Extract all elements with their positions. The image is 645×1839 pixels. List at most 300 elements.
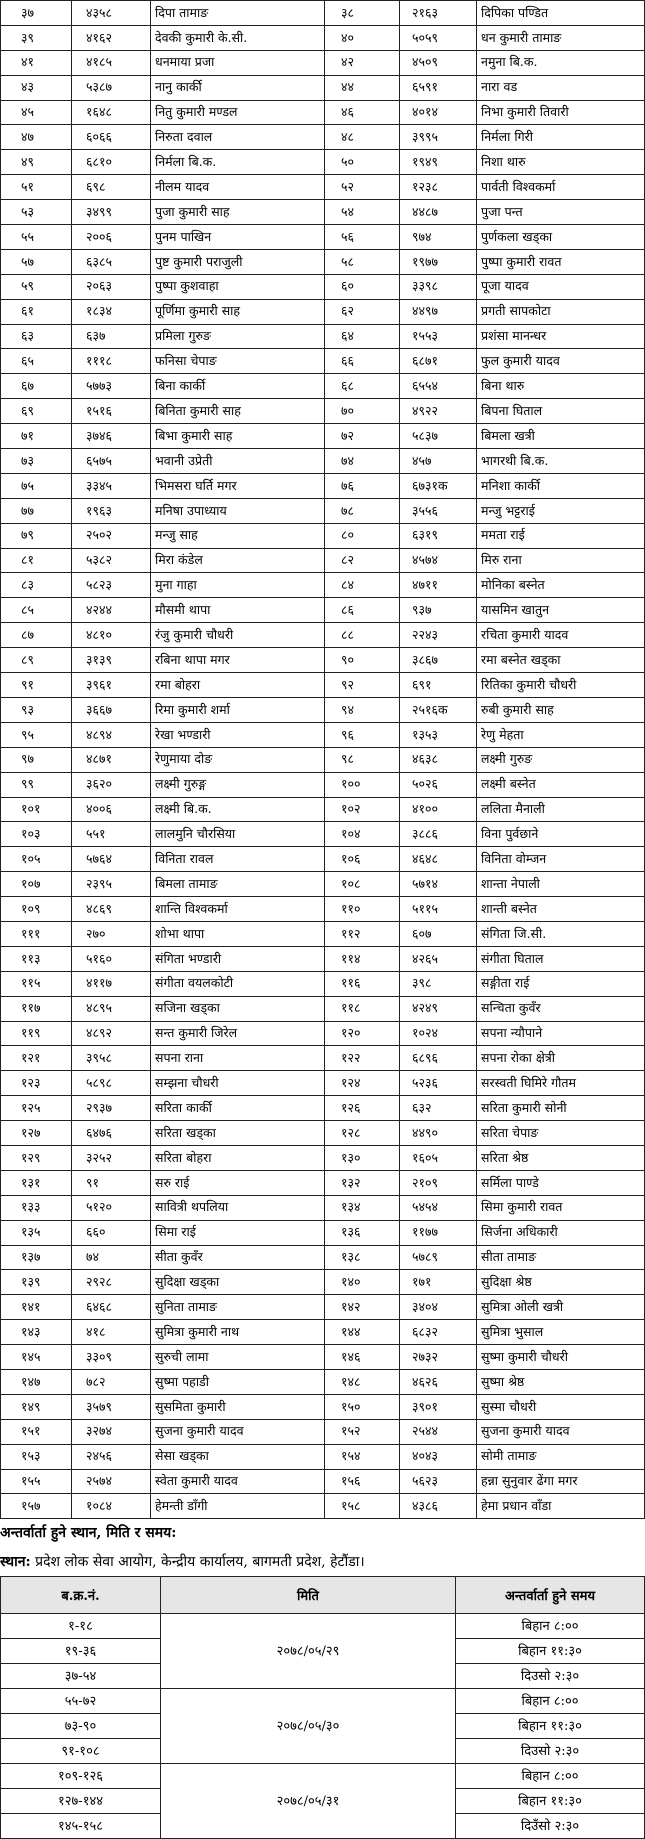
candidate-row [1,1469,645,1494]
name-right: सुष्मा श्रेष्ठ [477,1369,645,1394]
reg-no-right: ३४०४ [400,1295,477,1320]
name-left: निरुता दवाल [151,125,325,150]
reg-no-left: ७८२ [72,1369,151,1394]
schedule-time: दिउसो २:३० [456,1664,645,1689]
roll-no-right: ६० [325,274,400,299]
name-left: विनिता रावल [151,847,325,872]
name-right: सोमी तामाङ [477,1444,645,1469]
reg-no-right: ५६२३ [400,1469,477,1494]
candidate-row [1,399,645,424]
roll-no-left: ९७ [1,747,72,772]
roll-no-left: १४९ [1,1394,72,1419]
roll-no-left: ४३ [1,75,72,100]
reg-no-right: २५४४ [400,1419,477,1444]
schedule-roll-range: ५५-७२ [1,1689,161,1714]
name-right: सुष्मा कुमारी चौधरी [477,1345,645,1370]
reg-no-left: ६४७६ [72,1121,151,1146]
name-right: सरिता चेपाङ [477,1121,645,1146]
roll-no-left: ९५ [1,722,72,747]
roll-no-right: ३८ [325,1,400,26]
roll-no-right: ११४ [325,946,400,971]
name-right: सुस्मा चौधरी [477,1394,645,1419]
reg-no-left: ३२५२ [72,1145,151,1170]
reg-no-right: ४४८७ [400,200,477,225]
candidate-row [1,1320,645,1345]
schedule-roll-range: १४५-१५८ [1,1814,161,1839]
name-right: रुबी कुमारी साह [477,697,645,722]
schedule-roll-range: ९१-१०८ [1,1739,161,1764]
candidate-row [1,324,645,349]
candidate-row [1,1369,645,1394]
schedule-row [1,1614,645,1639]
roll-no-left: ३७ [1,1,72,26]
reg-no-left: १०८४ [72,1494,151,1519]
reg-no-left: ६५७५ [72,449,151,474]
reg-no-left: ३२७४ [72,1419,151,1444]
candidate-row [1,299,645,324]
name-left: सम्झना चौधरी [151,1071,325,1096]
candidate-row [1,1,645,26]
name-right: पूजा यादव [477,274,645,299]
reg-no-right: ४५७४ [400,548,477,573]
roll-no-right: १४६ [325,1345,400,1370]
schedule-header-roll: ब.क्र.नं. [1,1577,161,1614]
schedule-time: बिहान ११:३० [456,1639,645,1664]
reg-no-right: १९४९ [400,150,477,175]
name-right: लक्ष्मी बस्नेत [477,772,645,797]
roll-no-right: ९८ [325,747,400,772]
candidate-row [1,1345,645,1370]
roll-no-left: १५१ [1,1419,72,1444]
roll-no-left: १२९ [1,1145,72,1170]
roll-no-left: १२१ [1,1046,72,1071]
roll-no-left: ९९ [1,772,72,797]
roll-no-left: १५३ [1,1444,72,1469]
roll-no-right: १३८ [325,1245,400,1270]
candidate-row [1,125,645,150]
reg-no-right: ४४९० [400,1121,477,1146]
roll-no-right: १०८ [325,872,400,897]
reg-no-right: ५७१४ [400,872,477,897]
candidate-row [1,225,645,250]
roll-no-left: ४९ [1,150,72,175]
roll-no-right: १४८ [325,1369,400,1394]
schedule-header-row [1,1577,645,1614]
reg-no-right: २५१६क [400,697,477,722]
name-left: प्रमिला गुरुङ [151,324,325,349]
roll-no-left: ७९ [1,523,72,548]
candidate-row [1,1220,645,1245]
reg-no-left: २४५६ [72,1444,151,1469]
reg-no-right: ३९८ [400,971,477,996]
roll-no-right: ६६ [325,349,400,374]
candidate-row [1,1096,645,1121]
roll-no-left: ६५ [1,349,72,374]
roll-no-left: ७३ [1,449,72,474]
reg-no-right: ९३७ [400,598,477,623]
reg-no-right: ५०२६ [400,772,477,797]
reg-no-left: २५७४ [72,1469,151,1494]
name-right: सरिता श्रेष्ठ [477,1145,645,1170]
roll-no-left: ७५ [1,473,72,498]
schedule-row [1,1689,645,1714]
reg-no-right: १५५३ [400,324,477,349]
reg-no-left: ५८९८ [72,1071,151,1096]
reg-no-right: ४०४३ [400,1444,477,1469]
name-left: पुनम पाखिन [151,225,325,250]
candidate-row [1,897,645,922]
name-left: सजिना खड्का [151,996,325,1021]
reg-no-right: ३८८६ [400,822,477,847]
roll-no-left: ११९ [1,1021,72,1046]
roll-no-right: ८२ [325,548,400,573]
roll-no-right: १३२ [325,1170,400,1195]
name-right: पुष्पा कुमारी रावत [477,249,645,274]
roll-no-right: ४० [325,25,400,50]
reg-no-left: ४११७ [72,971,151,996]
name-right: सरस्वती घिमिरे गौतम [477,1071,645,1096]
reg-no-left: ३९६१ [72,673,151,698]
candidate-row [1,697,645,722]
roll-no-right: १२६ [325,1096,400,1121]
reg-no-left: ५१६० [72,946,151,971]
candidate-row [1,946,645,971]
reg-no-left: ३३०९ [72,1345,151,1370]
reg-no-right: ११७७ [400,1220,477,1245]
roll-no-right: ७० [325,399,400,424]
roll-no-left: ९१ [1,673,72,698]
candidate-row [1,274,645,299]
reg-no-left: ५८२३ [72,573,151,598]
reg-no-right: ३३९८ [400,274,477,299]
roll-no-right: ९२ [325,673,400,698]
name-right: विनिता वोम्जन [477,847,645,872]
roll-no-left: ११७ [1,996,72,1021]
roll-no-left: ८७ [1,623,72,648]
reg-no-left: ६३८५ [72,249,151,274]
reg-no-right: २७३२ [400,1345,477,1370]
roll-no-left: १२५ [1,1096,72,1121]
candidate-row [1,1145,645,1170]
name-right: सिमा कुमारी रावत [477,1195,645,1220]
name-left: नीलम यादव [151,175,325,200]
candidate-row [1,971,645,996]
roll-no-right: ९० [325,648,400,673]
candidate-row [1,1071,645,1096]
roll-no-right: १०४ [325,822,400,847]
reg-no-right: ५७८९ [400,1245,477,1270]
reg-no-right: ३९०१ [400,1394,477,1419]
name-left: संगीता वयलकोटी [151,971,325,996]
roll-no-right: ८८ [325,623,400,648]
reg-no-left: ६३७ [72,324,151,349]
candidate-row [1,1195,645,1220]
name-right: सपना न्यौपाने [477,1021,645,1046]
candidate-row [1,1170,645,1195]
reg-no-right: २१६३ [400,1,477,26]
candidate-row [1,1245,645,1270]
reg-no-left: ४८७१ [72,747,151,772]
name-right: धन कुमारी तामाङ [477,25,645,50]
name-right: ललिता मैनाली [477,797,645,822]
schedule-header-date: मिति [161,1577,456,1614]
roll-no-right: ४८ [325,125,400,150]
schedule-date: २०७८/०५/२९ [161,1614,456,1689]
roll-no-right: ११० [325,897,400,922]
roll-no-right: १५६ [325,1469,400,1494]
name-left: भिमसरा घर्ति मगर [151,473,325,498]
location-label: स्थान: [0,1554,31,1570]
reg-no-left: १११८ [72,349,151,374]
name-right: मन्जु भट्टराई [477,498,645,523]
roll-no-left: १३५ [1,1220,72,1245]
name-left: सुरुची लामा [151,1345,325,1370]
reg-no-left: ६८१० [72,150,151,175]
name-right: सीता तामाङ [477,1245,645,1270]
roll-no-right: १३४ [325,1195,400,1220]
name-right: विना पुर्वछाने [477,822,645,847]
reg-no-left: २०६३ [72,274,151,299]
name-right: बिपना घिताल [477,399,645,424]
name-left: सुनिता तामाङ [151,1295,325,1320]
reg-no-left: ५५१ [72,822,151,847]
name-left: मुना गाहा [151,573,325,598]
candidate-row [1,623,645,648]
reg-no-left: ३९५८ [72,1046,151,1071]
name-left: सावित्री थपलिया [151,1195,325,1220]
name-left: लक्ष्मी बि.क. [151,797,325,822]
interview-location [0,1552,365,1571]
reg-no-right: १७१ [400,1270,477,1295]
schedule-time: दिउसो २:३० [456,1739,645,1764]
name-right: प्रगती सापकोटा [477,299,645,324]
reg-no-left: २७० [72,921,151,946]
name-left: रिमा कुमारी शर्मा [151,697,325,722]
roll-no-right: ५२ [325,175,400,200]
reg-no-right: ४५०९ [400,50,477,75]
name-right: नारा वड [477,75,645,100]
reg-no-left: ४२४४ [72,598,151,623]
roll-no-left: ७१ [1,424,72,449]
name-left: फनिसा चेपाङ [151,349,325,374]
schedule-time: बिहान ११:३० [456,1714,645,1739]
roll-no-right: १२८ [325,1121,400,1146]
candidate-row [1,548,645,573]
name-left: बिना कार्की [151,374,325,399]
roll-no-left: १२३ [1,1071,72,1096]
reg-no-right: १२३८ [400,175,477,200]
reg-no-left: ५७७३ [72,374,151,399]
roll-no-right: ६२ [325,299,400,324]
name-left: सुसमिता कुमारी [151,1394,325,1419]
reg-no-left: २९३७ [72,1096,151,1121]
roll-no-left: ५५ [1,225,72,250]
name-left: सरिता कार्की [151,1096,325,1121]
name-left: सिमा राई [151,1220,325,1245]
schedule-time: दिउँसो २:३० [456,1814,645,1839]
name-right: बिमला खत्री [477,424,645,449]
name-left: सुदिक्षा खड्का [151,1270,325,1295]
candidate-row [1,747,645,772]
roll-no-left: ४१ [1,50,72,75]
schedule-table [0,1576,645,1839]
roll-no-right: ५४ [325,200,400,225]
reg-no-left: ३१३९ [72,648,151,673]
roll-no-left: १२७ [1,1121,72,1146]
reg-no-left: ४३५८ [72,1,151,26]
reg-no-right: ४६३८ [400,747,477,772]
reg-no-right: ६३२ [400,1096,477,1121]
candidate-row [1,872,645,897]
candidate-row [1,847,645,872]
roll-no-left: १३९ [1,1270,72,1295]
schedule-roll-range: ३७-५४ [1,1664,161,1689]
reg-no-left: ६९८ [72,175,151,200]
roll-no-right: ९६ [325,722,400,747]
reg-no-right: ३९९५ [400,125,477,150]
roll-no-left: १५७ [1,1494,72,1519]
roll-no-right: ११६ [325,971,400,996]
roll-no-left: ५७ [1,249,72,274]
reg-no-right: ४२६५ [400,946,477,971]
candidate-row [1,473,645,498]
reg-no-left: ५१२० [72,1195,151,1220]
candidate-row [1,100,645,125]
name-left: सुमित्रा कुमारी नाथ [151,1320,325,1345]
name-left: शोभा थापा [151,921,325,946]
roll-no-right: ६८ [325,374,400,399]
roll-no-left: १३७ [1,1245,72,1270]
name-left: पुजा कुमारी साह [151,200,325,225]
roll-no-left: ७७ [1,498,72,523]
roll-no-right: ७४ [325,449,400,474]
reg-no-left: १९६३ [72,498,151,523]
reg-no-right: ४६२६ [400,1369,477,1394]
schedule-roll-range: १०९-१२६ [1,1764,161,1789]
name-right: मिरु राना [477,548,645,573]
reg-no-right: ४७११ [400,573,477,598]
name-right: सन्चिता कुवँर [477,996,645,1021]
name-left: सेसा खड्का [151,1444,325,1469]
reg-no-left: ३३४५ [72,473,151,498]
name-right: निशा थारु [477,150,645,175]
name-right: दिपिका पण्डित [477,1,645,26]
roll-no-left: १०७ [1,872,72,897]
name-right: निर्मला गिरी [477,125,645,150]
roll-no-left: ११३ [1,946,72,971]
name-left: पुष्पा कुशवाहा [151,274,325,299]
roll-no-left: ८५ [1,598,72,623]
roll-no-left: १४३ [1,1320,72,1345]
roll-no-left: १५५ [1,1469,72,1494]
name-left: सरिता बोहरा [151,1145,325,1170]
reg-no-left: ४८९५ [72,996,151,1021]
name-left: मौसमी थापा [151,598,325,623]
roll-no-right: १४४ [325,1320,400,1345]
reg-no-right: २२४३ [400,623,477,648]
roll-no-right: ४४ [325,75,400,100]
reg-no-right: ३८६७ [400,648,477,673]
name-left: बिमला तामाङ [151,872,325,897]
reg-no-left: ३६२० [72,772,151,797]
reg-no-right: २१०९ [400,1170,477,1195]
roll-no-right: १५८ [325,1494,400,1519]
reg-no-right: १६०५ [400,1145,477,1170]
name-left: रबिना थापा मगर [151,648,325,673]
schedule-roll-range: १-१८ [1,1614,161,1639]
reg-no-right: ५८३७ [400,424,477,449]
reg-no-right: ५२३६ [400,1071,477,1096]
name-left: सन्त कुमारी जिरेल [151,1021,325,1046]
reg-no-right: ३५५६ [400,498,477,523]
name-right: सुमित्रा ओली खत्री [477,1295,645,1320]
reg-no-right: १९७७ [400,249,477,274]
name-right: सर्मिला पाण्डे [477,1170,645,1195]
roll-no-right: ५० [325,150,400,175]
roll-no-left: ८९ [1,648,72,673]
name-right: यासमिन खातुन [477,598,645,623]
name-left: निर्मला बि.क. [151,150,325,175]
roll-no-left: १४१ [1,1295,72,1320]
roll-no-left: १०९ [1,897,72,922]
name-left: रेणुमाया दोङ [151,747,325,772]
reg-no-left: ५३८७ [72,75,151,100]
name-left: नितु कुमारी मण्डल [151,100,325,125]
reg-no-left: २००६ [72,225,151,250]
name-right: प्रशंसा मानन्धर [477,324,645,349]
reg-no-right: ५०५९ [400,25,477,50]
interview-heading: अन्तर्वार्ता हुने स्थान, मिति र समय: [0,1525,177,1541]
roll-no-right: १३६ [325,1220,400,1245]
name-right: सरिता कुमारी सोनी [477,1096,645,1121]
candidate-row [1,523,645,548]
roll-no-right: ११८ [325,996,400,1021]
schedule-table-body [1,1614,645,1839]
roll-no-left: ६९ [1,399,72,424]
name-left: बिभा कुमारी साह [151,424,325,449]
name-right: संगीता घिताल [477,946,645,971]
roll-no-right: ७२ [325,424,400,449]
reg-no-left: ९१ [72,1170,151,1195]
roll-no-right: ७६ [325,473,400,498]
candidate-row [1,1419,645,1444]
name-right: ममता राई [477,523,645,548]
candidate-row [1,249,645,274]
name-left: सपना राना [151,1046,325,1071]
reg-no-right: ४०१४ [400,100,477,125]
reg-no-right: ६३१९ [400,523,477,548]
reg-no-left: ४८६९ [72,897,151,922]
name-left: रंजु कुमारी चौधरी [151,623,325,648]
roll-no-left: ५१ [1,175,72,200]
name-left: पूर्णिमा कुमारी साह [151,299,325,324]
roll-no-left: १११ [1,921,72,946]
name-left: रमा बोहरा [151,673,325,698]
name-left: सरिता खड्का [151,1121,325,1146]
candidate-row [1,648,645,673]
roll-no-left: ११५ [1,971,72,996]
candidate-row [1,349,645,374]
reg-no-left: ६६० [72,1220,151,1245]
candidate-row [1,1046,645,1071]
candidate-row [1,1494,645,1519]
reg-no-left: ४८९२ [72,1021,151,1046]
name-left: मनिषा उपाध्याय [151,498,325,523]
name-left: पुष्ट कुमारी पराजुली [151,249,325,274]
roll-no-right: १२० [325,1021,400,1046]
candidate-row [1,374,645,399]
candidate-row [1,822,645,847]
